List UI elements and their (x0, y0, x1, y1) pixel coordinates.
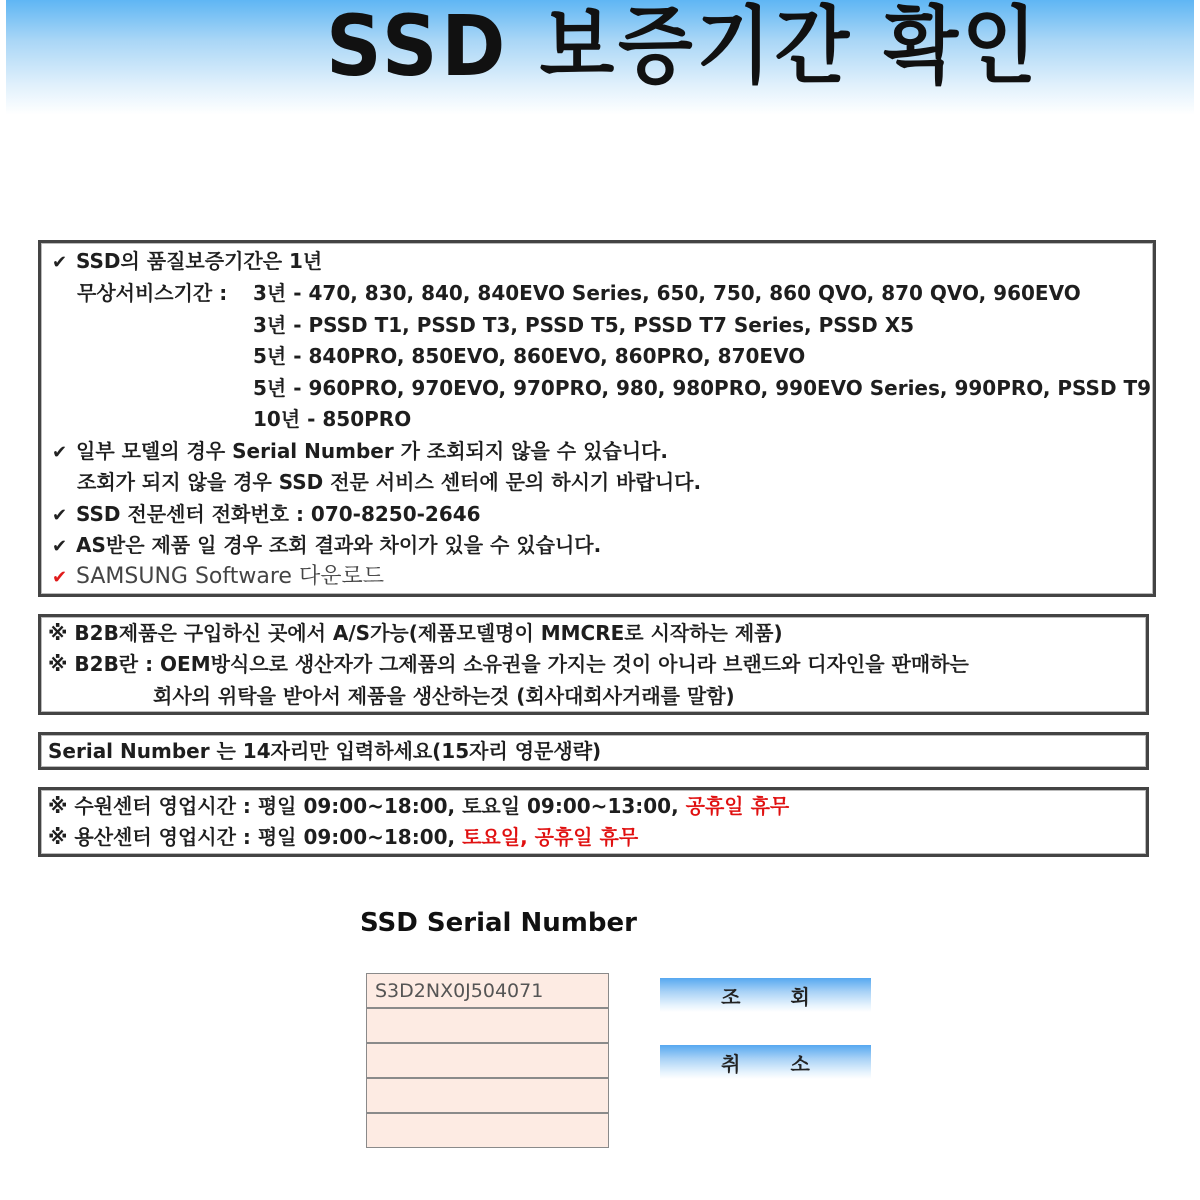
b2b-line-1: ※ B2B제품은 구입하신 곳에서 A/S가능(제품모델명이 MMCRE로 시작하는 제품) (48, 621, 783, 645)
b2b-line-2: ※ B2B란 : OEM방식으로 생산자가 그제품의 소유권을 가지는 것이 아니라 브랜드와 디자인을 판매하는 (48, 652, 969, 676)
yongsan-closed-days: 토요일, 공휴일 휴무 (462, 825, 639, 849)
serial-form-title: SSD Serial Number (360, 908, 637, 938)
serial-note-line-2: 조회가 되지 않을 경우 SSD 전문 서비스 센터에 문의 하시기 바랍니다. (77, 470, 702, 494)
warranty-years: 10년 (253, 407, 301, 431)
serial-note-line-1: ✔ 일부 모델의 경우 Serial Number 가 조회되지 않을 수 있습니다. (52, 436, 668, 466)
warranty-period-row: 5년 - 840PRO, 850EVO, 860EVO, 860PRO, 870EVO (253, 344, 806, 368)
suwon-closed-days: 공휴일 휴무 (685, 794, 790, 818)
serial-input-3[interactable] (366, 1043, 609, 1078)
quality-warranty-line: ✔ SSD의 품질보증기간은 1년 (52, 246, 322, 276)
warranty-years: 3년 (253, 281, 287, 305)
check-icon: ✔ (52, 567, 68, 588)
serial-input-2[interactable] (366, 1008, 609, 1043)
header-banner (6, 0, 1194, 115)
cancel-button[interactable]: 취소 (660, 1045, 871, 1079)
phone-line: ✔ SSD 전문센터 전화번호 : 070-8250-2646 (52, 499, 481, 529)
warranty-period-row: 5년 - 960PRO, 970EVO, 970PRO, 980, 980PRO, 990EVO Series, 990PRO, PSSD T9 (253, 376, 1152, 400)
serial-input-4[interactable] (366, 1078, 609, 1113)
warranty-models: 960PRO, 970EVO, 970PRO, 980, 980PRO, 990EVO Series, 990PRO, PSSD T9 (308, 376, 1152, 400)
suwon-hours: ※ 수원센터 영업시간 : 평일 09:00~18:00, 토요일 09:00~13:00, 공휴일 휴무 (48, 794, 790, 818)
warranty-models: 850PRO (322, 407, 412, 431)
check-icon: ✔ (52, 536, 68, 557)
check-icon: ✔ (52, 442, 68, 463)
search-button[interactable]: 조회 (660, 978, 871, 1012)
free-service-label: 무상서비스기간 : (77, 281, 228, 305)
serial-input-5[interactable] (366, 1113, 609, 1148)
yongsan-hours: ※ 용산센터 영업시간 : 평일 09:00~18:00, 토요일, 공휴일 휴무 (48, 825, 639, 849)
warranty-years: 5년 (253, 376, 287, 400)
check-icon: ✔ (52, 252, 68, 273)
warranty-period-row: 10년 - 850PRO (253, 407, 412, 431)
b2b-line-3: 회사의 위탁을 받아서 제품을 생산하는것 (회사대회사거래를 말함) (153, 684, 735, 708)
warranty-models: PSSD T1, PSSD T3, PSSD T5, PSSD T7 Series, PSSD X5 (308, 313, 915, 337)
as-note-line: ✔ AS받은 제품 일 경우 조회 결과와 차이가 있을 수 있습니다. (52, 530, 601, 560)
warranty-period-row: 3년 - 470, 830, 840, 840EVO Series, 650, 750, 860 QVO, 870 QVO, 960EVO (253, 281, 1081, 305)
software-download-link[interactable]: ✔ SAMSUNG Software 다운로드 (52, 562, 384, 592)
warranty-years: 3년 (253, 313, 287, 337)
page-title: SSD 보증기간 확인 (326, 0, 1041, 95)
serial-length-note: Serial Number 는 14자리만 입력하세요(15자리 영문생략) (48, 739, 602, 763)
warranty-years: 5년 (253, 344, 287, 368)
warranty-models: 470, 830, 840, 840EVO Series, 650, 750, 860 QVO, 870 QVO, 960EVO (308, 281, 1081, 305)
check-icon: ✔ (52, 505, 68, 526)
serial-input-1[interactable] (366, 973, 609, 1008)
warranty-models: 840PRO, 850EVO, 860EVO, 860PRO, 870EVO (308, 344, 806, 368)
warranty-period-row: 3년 - PSSD T1, PSSD T3, PSSD T5, PSSD T7 Series, PSSD X5 (253, 313, 915, 337)
